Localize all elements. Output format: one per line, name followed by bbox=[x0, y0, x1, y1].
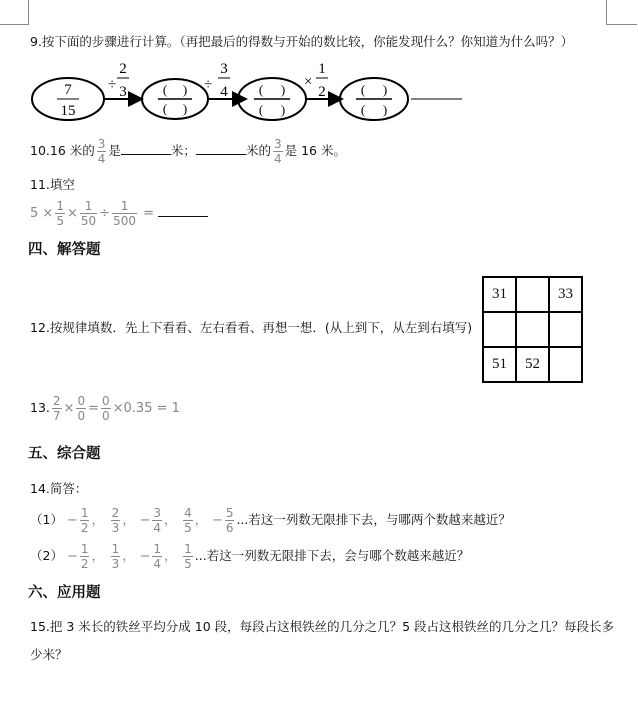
q10-suffix: 是 16 米。 bbox=[284, 143, 346, 158]
q11-expression: 5 × $\frac{1}{5}$ × $\frac{1}{50}$ ÷ $\frac{1}{500}$ = bbox=[30, 200, 208, 227]
q9-oval3-top: ( bbox=[258, 82, 264, 97]
q9-start-num: 7 bbox=[64, 82, 72, 98]
q9-oval3-bot-close: ) bbox=[280, 102, 286, 117]
grid-cell: 52 bbox=[516, 347, 549, 382]
q10-blank-1[interactable] bbox=[121, 142, 171, 155]
q14-label: 14.简答： bbox=[30, 481, 88, 496]
q14-part2-sequence: − $\frac{1}{2}$ ， $\frac{1}{3}$ ， − $\frac{1}{4}$ ， $\frac{1}{5}$ bbox=[66, 542, 192, 571]
q14-part1: （1） − $\frac{1}{2}$ ， $\frac{2}{3}$ ， − $\frac{3}{4}$ ， $\frac{4}{5}$ ， − $\frac{5}{6}$ ...若这一列数无限排下去，与哪两个数越来越近？ bbox=[30, 506, 511, 535]
q12-text: 12.按规律填数．先上下看看、左右看看、再想一想．(从上到下，从左到右填写) bbox=[30, 320, 473, 335]
q14-part2: （2） − $\frac{1}{2}$ ， $\frac{1}{3}$ ， − $\frac{1}{4}$ ， $\frac{1}{5}$ ...若这一列数无限排下去，会与哪个数越来越近？ bbox=[30, 542, 470, 571]
q13-prefix: 13. bbox=[30, 400, 50, 415]
q9-oval2-bot: ( bbox=[162, 101, 168, 116]
q9-op1-den: 3 bbox=[119, 84, 127, 100]
q10-mid3: 米的 bbox=[245, 143, 271, 158]
q10-mid2: 米； bbox=[170, 143, 196, 158]
q9-oval3-bot: ( bbox=[258, 102, 264, 117]
q11-label: 11.填空 bbox=[30, 177, 75, 192]
q10-frac-1: $\frac{3}{4}$ bbox=[97, 137, 106, 166]
q9-oval2-bot-close: ) bbox=[182, 101, 188, 116]
grid-cell[interactable] bbox=[549, 312, 582, 347]
q10-blank-2[interactable] bbox=[196, 142, 246, 155]
q15-line-1: 15.把 3 米长的铁丝平均分成 10 段，每段占这根铁丝的几分之几？5 段占这根铁丝的几分之几？每段长多 bbox=[30, 619, 615, 634]
q9-text: 9.按下面的步骤进行计算。（再把最后的得数与开始的数比较，你能发现什么？你知道为什么吗？） bbox=[30, 34, 574, 49]
q10-mid1: 是 bbox=[108, 143, 121, 158]
corner-mark-left bbox=[0, 0, 29, 25]
q9-oval4-bot: ( bbox=[360, 102, 366, 117]
q10-prefix: 10.16 米的 bbox=[30, 143, 95, 158]
q14-part1-sequence: − $\frac{1}{2}$ ， $\frac{2}{3}$ ， − $\frac{3}{4}$ ， $\frac{4}{5}$ ， − $\frac{5}{6}$ bbox=[66, 506, 234, 535]
grid-cell[interactable] bbox=[516, 312, 549, 347]
q9-start-den: 15 bbox=[60, 103, 76, 119]
q9-oval2-top-close: ) bbox=[182, 82, 188, 97]
grid-cell: 33 bbox=[549, 277, 582, 312]
q13-expression: $\frac{2}{7}$ × $\frac{0}{0}$ = $\frac{0}{0}$ ×0.35 = 1 bbox=[52, 394, 180, 423]
q9-oval2-top: ( bbox=[162, 82, 168, 97]
grid-cell[interactable] bbox=[516, 277, 549, 312]
q9-op3-num: 1 bbox=[318, 61, 326, 77]
section-4-heading: 四、解答题 bbox=[28, 242, 101, 258]
q9-op3-sign: × bbox=[304, 74, 313, 90]
q9-op2-den: 4 bbox=[220, 84, 228, 100]
grid-cell[interactable] bbox=[549, 347, 582, 382]
q9-oval4-top-close: ) bbox=[382, 82, 388, 97]
q10-line bbox=[30, 138, 346, 165]
grid-cell[interactable] bbox=[483, 312, 516, 347]
q10-frac-2: $\frac{3}{4}$ bbox=[273, 137, 282, 166]
q13-line bbox=[30, 395, 180, 422]
q9-oval3-top-close: ) bbox=[280, 82, 286, 97]
corner-mark-right bbox=[606, 0, 637, 25]
q11-answer-blank[interactable] bbox=[158, 204, 208, 217]
grid-cell: 31 bbox=[483, 277, 516, 312]
q9-flow-diagram bbox=[28, 58, 498, 138]
q12-number-grid bbox=[482, 276, 583, 383]
q9-op1-sign: ÷ bbox=[108, 77, 117, 93]
q9-op2-num: 3 bbox=[220, 61, 228, 77]
q9-oval4-top: ( bbox=[360, 82, 366, 97]
q9-oval4-bot-close: ) bbox=[382, 102, 388, 117]
grid-cell: 51 bbox=[483, 347, 516, 382]
q15-line-2: 少米？ bbox=[30, 647, 68, 662]
section-5-heading: 五、综合题 bbox=[28, 446, 101, 462]
q9-op2-sign: ÷ bbox=[204, 77, 213, 93]
section-6-heading: 六、应用题 bbox=[28, 585, 101, 601]
q9-op1-num: 2 bbox=[119, 61, 127, 77]
q9-op3-den: 2 bbox=[318, 84, 326, 100]
